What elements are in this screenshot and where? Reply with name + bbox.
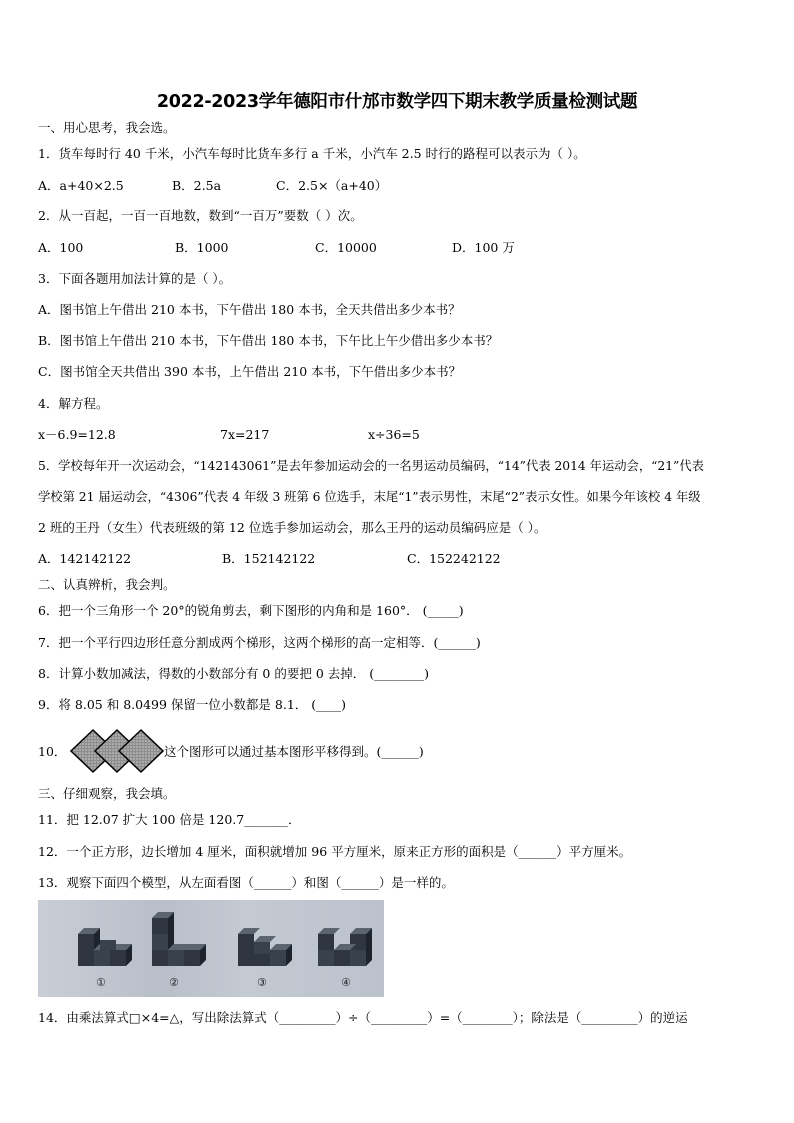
q1-option-a: A．a+40×2.5 [38, 178, 124, 193]
question-1: 1．货车每时行 40 千米，小汽车每时比货车多行 a 千米，小汽车 2.5 时行的路程可以表示为（ ）。 [38, 146, 586, 161]
q3-option-b: B．图书馆上午借出 210 本书，下午借出 180 本书，下午比上午少借出多少本书？ [38, 333, 499, 348]
question-10-text: 这个图形可以通过基本图形平移得到。(______) [164, 744, 424, 759]
section-heading-1: 一、用心思考，我会选。 [38, 120, 176, 135]
q1-option-b: B．2.5a [172, 178, 222, 193]
model-label-4: ④ [341, 976, 351, 989]
model-label-1: ① [96, 976, 106, 989]
question-3: 3．下面各题用加法计算的是（ ）。 [38, 271, 232, 286]
q5-option-a: A．142142122 [38, 551, 132, 566]
section-heading-3: 三、仔细观察，我会填。 [38, 786, 176, 801]
question-5-line-2: 学校第 21 届运动会，“4306”代表 4 年级 3 班第 6 位选手，末尾“1”表示男性，末尾“2”表示女性。如果今年该校 4 年级 [38, 490, 701, 504]
page-title: 2022-2023学年德阳市什邡市数学四下期末教学质量检测试题 [156, 92, 638, 112]
cube-models-photo [38, 900, 384, 997]
cube-model-3 [238, 928, 292, 966]
question-2: 2．从一百起，一百一百地数，数到“一百万”要数（ ）次。 [38, 208, 363, 223]
q4-equation-2: 7x=217 [220, 427, 270, 442]
q5-option-b: B．152142122 [222, 551, 316, 566]
q2-option-b: B．1000 [175, 240, 229, 255]
question-11: 11．把 12.07 扩大 100 倍是 120.7_______． [38, 812, 301, 827]
cube-model-2 [152, 912, 206, 966]
section-heading-2: 二、认真辨析，我会判。 [38, 577, 176, 592]
question-7: 7．把一个平行四边形任意分割成两个梯形，这两个梯形的高一定相等．(______) [38, 635, 481, 650]
q1-option-c: C．2.5×（a+40） [276, 178, 388, 193]
question-9: 9．将 8.05 和 8.0499 保留一位小数都是 8.1． (____) [38, 697, 346, 712]
question-10-number: 10． [38, 744, 67, 759]
q4-equation-3: x÷36=5 [368, 427, 420, 442]
question-6: 6．把一个三角形一个 20°的锐角剪去，剩下图形的内角和是 160°． (_____) [38, 603, 464, 618]
question-14: 14．由乘法算式□×4=△，写出除法算式（_________）÷（_________）=（________）；除法是（_________）的逆运 [38, 1010, 688, 1025]
q3-option-a: A．图书馆上午借出 210 本书，下午借出 180 本书，全天共借出多少本书？ [38, 302, 461, 317]
model-label-3: ③ [257, 976, 267, 989]
question-5-line-3: 2 班的王丹（女生）代表班级的第 12 位选手参加运动会，那么王丹的运动员编码应是（ ）。 [38, 520, 547, 535]
model-label-2: ② [169, 976, 179, 989]
question-4: 4．解方程。 [38, 396, 109, 411]
question-13: 13．观察下面四个模型，从左面看图（______）和图（______）是一样的。 [38, 875, 454, 890]
q2-option-a: A．100 [38, 240, 84, 255]
question-12: 12．一个正方形，边长增加 4 厘米，面积就增加 96 平方厘米，原来正方形的面积是（______）平方厘米。 [38, 844, 632, 859]
question-5-line-1: 5．学校每年开一次运动会，“142143061”是去年参加运动会的一名男运动员编码，“14”代表 2014 年运动会，“21”代表 [38, 459, 704, 473]
q4-equation-1: x－6.9=12.8 [38, 427, 116, 442]
q5-option-c: C．152242122 [407, 551, 501, 566]
q2-option-d: D．100 万 [452, 240, 515, 255]
q3-option-c: C．图书馆全天共借出 390 本书，上午借出 210 本书，下午借出多少本书？ [38, 364, 462, 379]
cube-model-4 [318, 928, 372, 966]
cube-model-1 [78, 928, 132, 966]
question-8: 8．计算小数加减法，得数的小数部分有 0 的要把 0 去掉． (________) [38, 666, 429, 681]
q2-option-c: C．10000 [315, 240, 377, 255]
translated-diamonds-figure [70, 728, 164, 774]
